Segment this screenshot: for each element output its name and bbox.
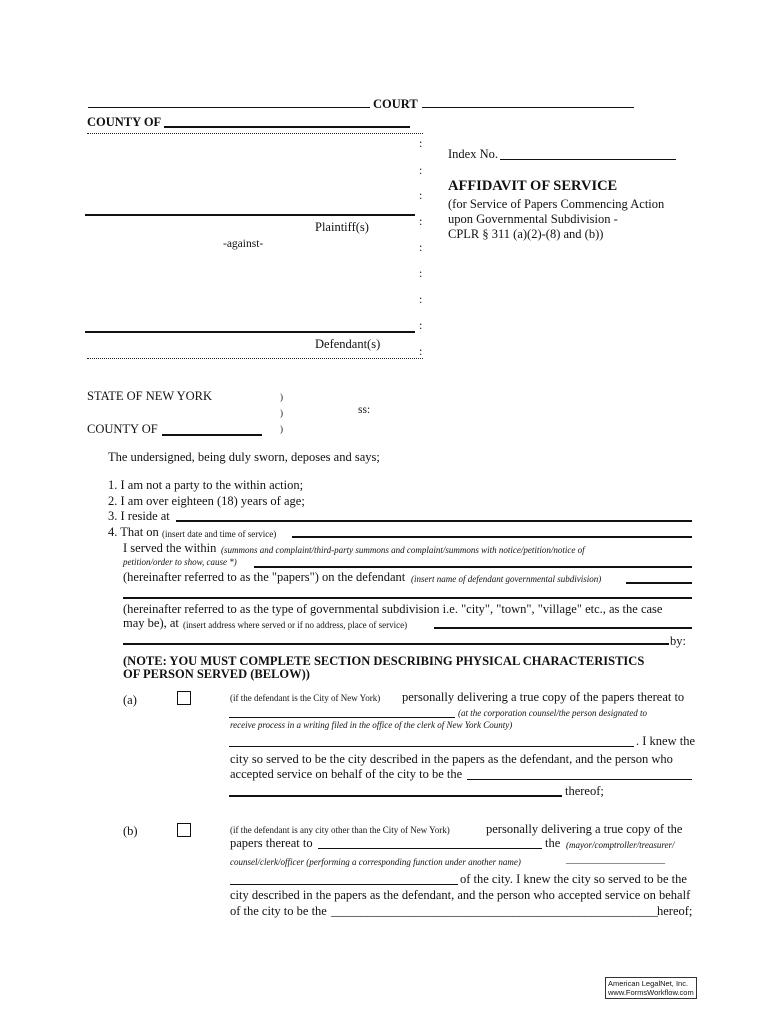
item-2: 2. I am over eighteen (18) years of age; [108,494,305,508]
section-a-recipient-blank[interactable] [229,717,455,718]
section-b-recipient-blank[interactable] [318,848,542,849]
against-label: -against- [223,238,264,250]
index-number-blank[interactable] [500,159,676,160]
section-b-name-blank[interactable] [230,884,458,885]
note-line: OF PERSON SERVED (BELOW)) [123,667,310,681]
caption-top-border [87,133,423,134]
section-a-hint-2: (at the corporation counsel/the person designated to [458,708,647,718]
section-b-hint-2: (mayor/comptroller/treasurer/ [566,840,675,850]
title-subline: CPLR § 311 (a)(2)-(8) and (b)) [448,227,604,241]
section-a-thereof: thereof; [565,784,604,798]
venue-paren: ) [280,424,283,434]
section-b-hint: (if the defendant is any city other than the City of New York) [230,825,450,835]
subdivision-type-text: (hereinafter referred to as the type of governmental subdivision i.e. "city", "town", "village" etc., as the case [123,602,663,616]
by-label: by: [670,634,686,648]
residence-blank[interactable] [176,520,692,522]
caption-colon: : [419,344,423,358]
county-name-blank[interactable] [164,126,410,128]
footer-line: www.FormsWorkflow.com [608,988,694,997]
section-b-hint-3: counsel/clerk/officer (performing a corresponding function under another name) [230,857,521,867]
section-a-hint-3: receive process in a writing filed in the office of the clerk of New York County) [230,720,513,730]
item-4-hint: (insert date and time of service) [162,529,277,539]
footer-line: American LegalNet, Inc. [608,979,689,988]
defendant-label: Defendant(s) [315,337,381,351]
served-at-text: may be), at [123,616,179,630]
section-a-label: (a) [123,693,137,707]
section-a-knew: . I knew the [636,734,696,748]
section-b-office-blank[interactable]: ______________________ [566,855,665,865]
defendant-blank[interactable] [85,331,415,333]
section-b-text: personally delivering a true copy of the [486,822,683,836]
title-subline: upon Governmental Subdivision - [448,212,618,226]
footer-credit [605,977,697,999]
section-a-name-blank[interactable] [229,746,634,747]
served-within-hint: petition/order to show, cause *) [123,557,237,567]
court-county-blank[interactable] [422,107,634,108]
caption-colon: : [419,240,423,254]
section-b-text-4: of the city. I knew the city so served to be the [460,872,687,886]
served-within: I served the within [123,541,217,555]
papers-hint: (insert name of defendant governmental subdivision) [411,574,602,584]
service-address-blank[interactable] [434,627,692,629]
caption-colon: : [419,292,423,306]
papers-type-blank[interactable] [254,566,692,568]
index-label: Index No. [448,147,498,161]
section-b-text-5: city described in the papers as the defendant, and the person who accepted service on behalf [230,888,691,902]
item-4: 4. That on [108,525,159,539]
court-name-blank[interactable] [88,107,370,108]
section-b-title-blank[interactable]: ______________________________________________________ [331,904,658,918]
caption-colon: : [419,136,423,150]
item-1: 1. I am not a party to the within action; [108,478,304,492]
plaintiff-blank[interactable] [85,214,415,216]
venue-paren: ) [280,392,283,402]
service-address-blank-2[interactable] [123,643,669,645]
section-a-text-6: accepted service on behalf of the city to be the [230,767,463,781]
caption-colon: : [419,318,423,332]
document-title: AFFIDAVIT OF SERVICE [448,178,618,194]
venue-paren: ) [280,408,283,418]
section-b-text-6: of the city to be the [230,904,327,918]
section-b-hereof: hereof; [657,904,693,918]
defendant-name-blank[interactable] [626,582,692,584]
section-a-hint: (if the defendant is the City of New York) [230,693,381,703]
section-a-title-blank[interactable] [467,779,692,780]
intro-text: The undersigned, being duly sworn, deposes and says; [108,450,380,464]
item-3: 3. I reside at [108,509,170,523]
section-a-title-blank-2[interactable] [229,795,562,797]
caption-colon: : [419,163,423,177]
plaintiff-label: Plaintiff(s) [315,220,369,234]
section-b-text-2: papers thereat to [230,836,313,850]
venue-state: STATE OF NEW YORK [87,389,213,403]
court-label: COURT [373,97,418,111]
section-b-label: (b) [123,824,138,838]
caption-colon: : [419,266,423,280]
section-a-checkbox[interactable] [177,691,191,705]
service-datetime-blank[interactable] [292,536,692,538]
venue-county-blank[interactable] [162,434,262,436]
venue-ss: ss: [358,404,371,416]
venue-county: COUNTY OF [87,422,158,436]
caption-colon: : [419,188,423,202]
papers-text: (hereinafter referred to as the "papers") on the defendant [123,570,406,584]
section-a-text-5: city so served to be the city described in the papers as the defendant, and the person who [230,752,673,766]
defendant-name-blank-2[interactable] [123,597,692,599]
served-at-hint: (insert address where served or if no address, place of service) [183,620,408,630]
served-within-hint: (summons and complaint/third-party summons and complaint/summons with notice/petition/notice of [221,545,585,555]
title-subline: (for Service of Papers Commencing Action [448,197,665,211]
caption-bottom-border [87,358,423,359]
caption-colon: : [419,214,423,228]
county-label: COUNTY OF [87,115,162,129]
section-b-the: the [545,836,561,850]
section-a-text: personally delivering a true copy of the papers thereat to [402,690,685,704]
note-line: (NOTE: YOU MUST COMPLETE SECTION DESCRIBING PHYSICAL CHARACTERISTICS [123,654,645,668]
section-b-checkbox[interactable] [177,823,191,837]
